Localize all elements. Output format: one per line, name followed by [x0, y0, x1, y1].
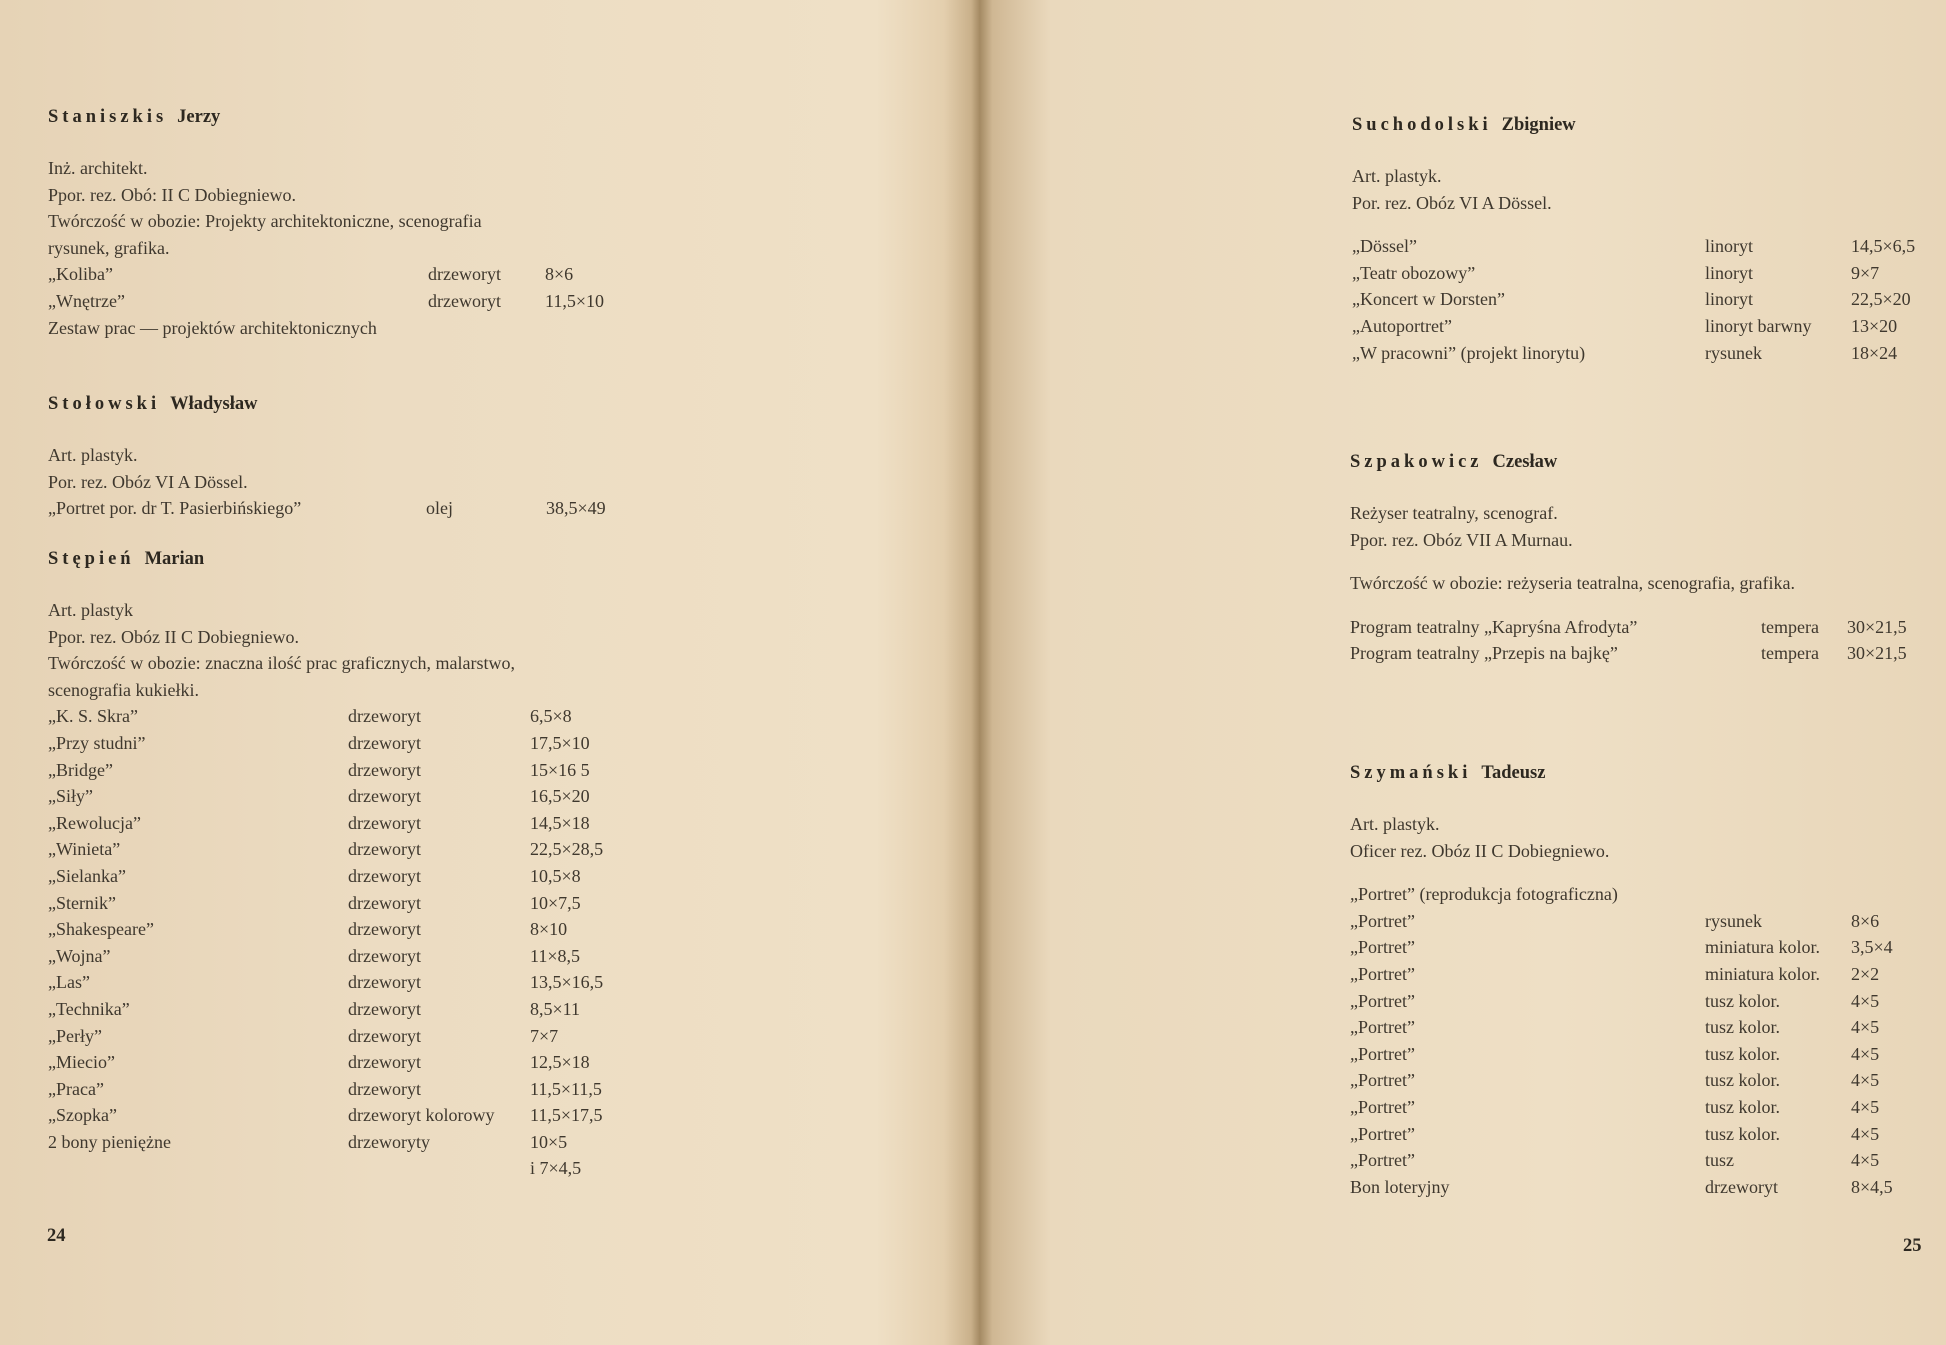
- work-title: „Sternik”: [48, 892, 116, 913]
- artist-name: Stołowski Władysław: [48, 394, 258, 414]
- work-row: [1350, 1147, 1893, 1174]
- bio-line: Art. plastyk: [48, 600, 133, 620]
- work-technique: drzeworyt: [348, 786, 421, 807]
- page-number: 25: [1903, 1236, 1922, 1256]
- work-row: [1350, 961, 1893, 988]
- work-size: 14,5×18: [530, 812, 590, 833]
- work-row: [1350, 908, 1893, 935]
- work-row: [48, 1129, 603, 1156]
- work-technique: drzeworyt: [348, 972, 421, 993]
- works-list: [1350, 614, 1907, 667]
- work-title: „Szopka”: [48, 1105, 117, 1126]
- work-row: [1350, 988, 1893, 1015]
- work-technique: drzeworyt kolorowy: [348, 1105, 495, 1126]
- work-technique: drzeworyt: [1705, 1176, 1778, 1197]
- bio-line: Ppor. rez. Obóz II C Dobiegniewo.: [48, 626, 299, 647]
- work-title: „Praca”: [48, 1078, 104, 1099]
- work-size: 8×10: [530, 919, 568, 940]
- work-technique: drzeworyt: [348, 839, 421, 860]
- work-title: „Rewolucja”: [48, 812, 141, 833]
- work-technique: [348, 1155, 530, 1182]
- work-row: [1352, 260, 1915, 287]
- work-size: 4×5: [1851, 1070, 1880, 1091]
- work-row: [1352, 340, 1915, 367]
- bio-line: Reżyser teatralny, scenograf.: [1350, 503, 1558, 523]
- work-technique: drzeworyt: [348, 812, 421, 833]
- work-technique: tempera: [1761, 616, 1819, 637]
- work-row: [1352, 233, 1915, 260]
- work-technique: tempera: [1761, 643, 1819, 664]
- work-row: [1350, 1121, 1893, 1148]
- work-row: [1350, 614, 1907, 641]
- work-row: [48, 996, 603, 1023]
- work-size: 22,5×20: [1851, 289, 1911, 310]
- entry-stolowski: [48, 394, 606, 522]
- work-title: „Portret”: [1350, 1043, 1415, 1064]
- work-size: 4×5: [1851, 1043, 1880, 1064]
- bio-line: Ppor. rez. Obó: II C Dobiegniewo.: [48, 184, 296, 205]
- work-technique: miniatura kolor.: [1705, 963, 1820, 984]
- artist-name: Staniszkis Jerzy: [48, 107, 221, 127]
- work-technique: tusz kolor.: [1705, 1123, 1780, 1144]
- work-title: „Portret”: [1350, 990, 1415, 1011]
- work-size: 4×5: [1851, 1017, 1880, 1038]
- work-size: 14,5×6,5: [1851, 236, 1916, 257]
- work-title: „Shakespeare”: [48, 919, 154, 940]
- entry-szpakowicz: [1350, 452, 1907, 667]
- work-title: „Perły”: [48, 1025, 102, 1046]
- work-size: 8×4,5: [1851, 1176, 1893, 1197]
- work-size: 22,5×28,5: [530, 839, 604, 860]
- work-row: [48, 703, 603, 730]
- work-title: „Bridge”: [48, 759, 113, 780]
- work-row: „Wnętrze” drzeworyt 11,5×10: [48, 290, 604, 311]
- work-technique: drzeworyt: [348, 706, 421, 727]
- work-technique: drzeworyty: [348, 1131, 430, 1152]
- work-technique: drzeworyt: [348, 732, 421, 753]
- work-row: [1350, 1041, 1893, 1068]
- bio-line: Twórczość w obozie: Projekty architektoniczne, scenografia: [48, 211, 482, 232]
- bio-line: Art. plastyk.: [1352, 166, 1442, 186]
- bio-line: Art. plastyk.: [48, 445, 138, 465]
- work-technique: tusz kolor.: [1705, 1017, 1780, 1038]
- work-size: 4×5: [1851, 1096, 1880, 1117]
- work-size: 13×20: [1851, 315, 1898, 336]
- work-technique: linoryt: [1705, 262, 1753, 283]
- work-title: „Portret”: [1350, 1123, 1415, 1144]
- work-technique: drzeworyt: [348, 892, 421, 913]
- work-row: „Portret por. dr T. Pasierbińskiego” olej 38,5×49: [48, 498, 606, 519]
- work-technique: tusz kolor.: [1705, 990, 1780, 1011]
- work-technique: tusz kolor.: [1705, 1043, 1780, 1064]
- entry-stepien: [48, 549, 603, 1182]
- work-row: [48, 1023, 603, 1050]
- work-title: „Portret”: [1350, 1017, 1415, 1038]
- work-title: „Dössel”: [1352, 236, 1417, 257]
- artist-name: Szymański Tadeusz: [1350, 763, 1546, 783]
- work-size: 8,5×11: [530, 998, 580, 1019]
- work-technique: drzeworyt: [348, 1025, 421, 1046]
- work-title: „Las”: [48, 972, 90, 993]
- work-row: [1350, 1014, 1893, 1041]
- work-row: [48, 810, 603, 837]
- work-size: 10,5×8: [530, 865, 581, 886]
- work-row: [1350, 640, 1907, 667]
- work-row: [48, 783, 603, 810]
- work-row: [48, 1155, 603, 1182]
- work-row: [48, 943, 603, 970]
- work-technique: rysunek: [1705, 342, 1762, 363]
- work-size: 6,5×8: [530, 706, 572, 727]
- work-size: 30×21,5: [1847, 643, 1907, 664]
- bio-line: Inż. architekt.: [48, 158, 148, 178]
- work-row: [1350, 1174, 1893, 1201]
- work-technique: drzeworyt: [348, 919, 421, 940]
- work-title: „Technika”: [48, 998, 130, 1019]
- work-technique: linoryt: [1705, 236, 1753, 257]
- work-title: Program teatralny „Przepis na bajkę”: [1350, 643, 1618, 664]
- works-intro: „Portret” (reprodukcja fotograficzna): [1350, 884, 1618, 905]
- work-size: 30×21,5: [1847, 616, 1907, 637]
- work-title: „Siły”: [48, 786, 93, 807]
- work-technique: drzeworyt: [348, 998, 421, 1019]
- work-title: „Portret”: [1350, 1096, 1415, 1117]
- work-title: „Koncert w Dorsten”: [1352, 289, 1505, 310]
- work-title: Bon loteryjny: [1350, 1176, 1450, 1197]
- work-title: „Przy studni”: [48, 732, 146, 753]
- work-row: [48, 836, 603, 863]
- work-title: „W pracowni” (projekt linorytu): [1352, 342, 1586, 363]
- work-size: 7×7: [530, 1025, 559, 1046]
- work-title: „Portret”: [1350, 1150, 1415, 1171]
- work-size: 8×6: [1851, 910, 1880, 931]
- work-row: [48, 863, 603, 890]
- work-row: [1350, 1094, 1893, 1121]
- work-technique: drzeworyt: [348, 759, 421, 780]
- work-size: 3,5×4: [1851, 937, 1893, 958]
- work-technique: tusz kolor.: [1705, 1096, 1780, 1117]
- work-title: „Winieta”: [48, 839, 121, 860]
- entry-suchodolski: [1352, 115, 1915, 366]
- work-technique: linoryt: [1705, 289, 1753, 310]
- bio-line: rysunek, grafika.: [48, 237, 170, 258]
- right-page: [975, 0, 1946, 1345]
- work-size: 17,5×10: [530, 732, 590, 753]
- work-technique: rysunek: [1705, 910, 1762, 931]
- work-title: „Autoportret”: [1352, 315, 1452, 336]
- work-size: 10×7,5: [530, 892, 581, 913]
- work-row: [1350, 1067, 1893, 1094]
- work-title: „Portret”: [1350, 910, 1415, 931]
- work-size: 9×7: [1851, 262, 1880, 283]
- work-title: „Miecio”: [48, 1052, 115, 1073]
- bio-line: Oficer rez. Obóz II C Dobiegniewo.: [1350, 840, 1610, 861]
- entry-staniszkis: [48, 107, 604, 341]
- bio-line: Twórczość w obozie: znaczna ilość prac graficznych, malarstwo,: [48, 653, 516, 674]
- bio-line: Art. plastyk.: [1350, 814, 1440, 834]
- work-technique: drzeworyt: [348, 1078, 421, 1099]
- work-row: „Koliba” drzeworyt 8×6: [48, 264, 574, 285]
- work-size: 4×5: [1851, 990, 1880, 1011]
- work-row: [48, 916, 603, 943]
- work-row: [48, 730, 603, 757]
- bio-line: Por. rez. Obóz VI A Dössel.: [1352, 192, 1552, 213]
- work-size: 16,5×20: [530, 786, 590, 807]
- work-size: 15×16 5: [530, 759, 590, 780]
- work-size: 2×2: [1851, 963, 1880, 984]
- work-size: 11,5×17,5: [530, 1105, 603, 1126]
- work-title: „Portret”: [1350, 1070, 1415, 1091]
- work-technique: drzeworyt: [348, 1052, 421, 1073]
- work-row: [48, 1102, 603, 1129]
- work-row: [1350, 934, 1893, 961]
- work-row: [1352, 313, 1915, 340]
- bio-line: Ppor. rez. Obóz VII A Murnau.: [1350, 529, 1573, 550]
- work-row: [48, 1076, 603, 1103]
- work-row: [48, 890, 603, 917]
- work-title: Program teatralny „Kapryśna Afrodyta”: [1350, 616, 1638, 637]
- work-size: 13,5×16,5: [530, 972, 604, 993]
- work-row: [48, 1049, 603, 1076]
- work-title: [48, 1155, 348, 1182]
- work-technique: linoryt barwny: [1705, 315, 1812, 336]
- work-title: „K. S. Skra”: [48, 706, 138, 727]
- works-list: [1352, 233, 1915, 366]
- bio-line: Por. rez. Obóz VI A Dössel.: [48, 471, 248, 492]
- work-technique: drzeworyt: [348, 945, 421, 966]
- entry-szymanski: [1350, 763, 1893, 1200]
- page-number: 24: [47, 1226, 66, 1246]
- note-line: Zestaw prac — projektów architektonicznych: [48, 317, 377, 338]
- works-list: [1350, 908, 1893, 1201]
- artist-name: Szpakowicz Czesław: [1350, 452, 1558, 472]
- work-row: [48, 757, 603, 784]
- work-title: 2 bony pieniężne: [48, 1131, 171, 1152]
- work-title: „Portret”: [1350, 963, 1415, 984]
- work-technique: tusz: [1705, 1150, 1734, 1171]
- artist-name: Suchodolski Zbigniew: [1352, 115, 1576, 135]
- work-size: 4×5: [1851, 1150, 1880, 1171]
- work-technique: miniatura kolor.: [1705, 937, 1820, 958]
- work-technique: drzeworyt: [348, 865, 421, 886]
- work-size: i 7×4,5: [530, 1158, 582, 1179]
- work-title: „Teatr obozowy”: [1352, 262, 1476, 283]
- work-size: 18×24: [1851, 342, 1898, 363]
- bio-line: scenografia kukiełki.: [48, 679, 199, 700]
- work-size: 11×8,5: [530, 945, 580, 966]
- work-row: [1352, 286, 1915, 313]
- work-title: „Wojna”: [48, 945, 111, 966]
- work-size: 10×5: [530, 1131, 568, 1152]
- work-title: „Sielanka”: [48, 865, 126, 886]
- artist-name: Stępień Marian: [48, 549, 205, 569]
- work-size: 4×5: [1851, 1123, 1880, 1144]
- work-row: [48, 969, 603, 996]
- work-title: „Portret”: [1350, 937, 1415, 958]
- bio-line: Twórczość w obozie: reżyseria teatralna, scenografia, grafika.: [1350, 573, 1796, 594]
- work-size: 12,5×18: [530, 1052, 590, 1073]
- work-size: 11,5×11,5: [530, 1078, 602, 1099]
- works-list: [48, 703, 603, 1182]
- work-technique: tusz kolor.: [1705, 1070, 1780, 1091]
